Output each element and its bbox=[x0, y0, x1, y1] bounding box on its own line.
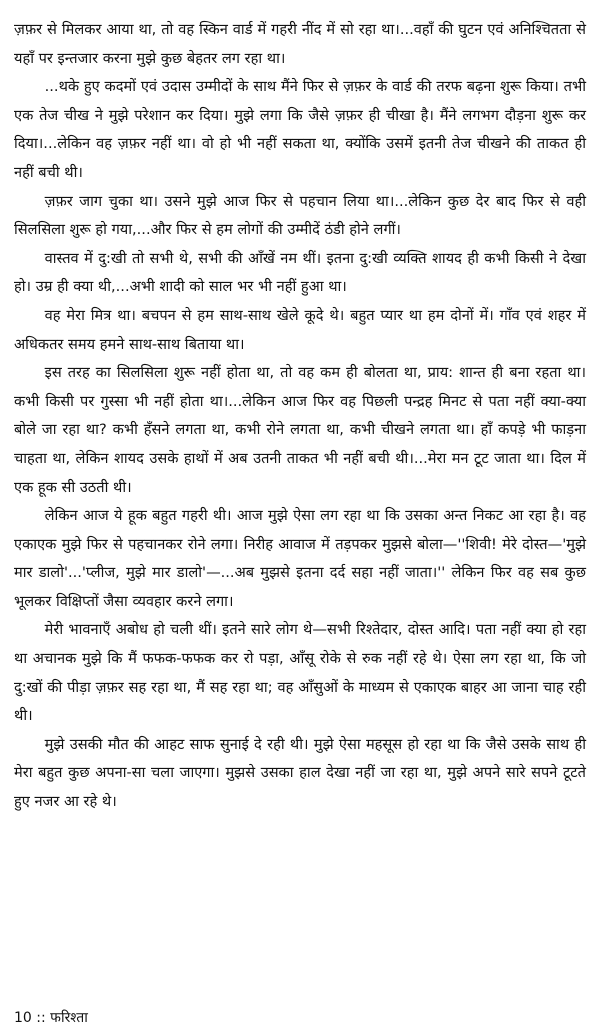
paragraph: मेरी भावनाएँ अबोध हो चली थीं। इतने सारे लोग थे—सभी रिश्तेदार, दोस्त आदि। पता नहीं क्या हो रहा था अचानक मुझे कि मैं फफक-फफक कर रो पड़ा, आँसू रोके से रुक नहीं रहे थे। ऐसा लग रहा था, कि जो दु:खों की पीड़ा ज़फ़र सह रहा था, मैं सह रहा था; वह आँसुओं के माध्यम से एकाएक बाहर आ जाना चाह रही थी। bbox=[14, 621, 586, 725]
paragraph: वह मेरा मित्र था। बचपन से हम साथ-साथ खेले कूदे थे। बहुत प्यार था हम दोनों में। गाँव एवं शहर में अधिकतर समय हमने साथ-साथ बिताया था। bbox=[14, 306, 586, 353]
paragraph: मुझे उसकी मौत की आहट साफ सुनाई दे रही थी। मुझे ऐसा महसूस हो रहा था कि जैसे उसके साथ ही मेरा बहुत कुछ अपना-सा चला जाएगा। मुझसे उसका हाल देखा नहीं जा रहा था, मुझे अपने सारे सपने टूटते हुए नजर आ रहे थे। bbox=[14, 735, 586, 811]
paragraph: इस तरह का सिलसिला शुरू नहीं होता था, तो वह कम ही बोलता था, प्राय: शान्त ही बना रहता था। कभी किसी पर गुस्सा भी नहीं होता था।...लेकिन आज फिर वह पिछली पन्द्रह मिनट से पता नहीं क्या-क्या बोले जा रहा था? कभी हँसने लगता था, कभी रोने लगता था, कभी चीखने लगता था। हाँ कपड़े भी फाड़ना चाहता था, लेकिन शायद उसके हाथों में अब उतनी ताकत भी नहीं बची थी।...मेरा मन टूट जाता था। दिल में एक हूक सी उठती थी। bbox=[14, 364, 586, 496]
page-footer: 10 :: फरिश्ता bbox=[14, 1010, 88, 1026]
paragraph: लेकिन आज ये हूक बहुत गहरी थी। आज मुझे ऐसा लग रहा था कि उसका अन्त निकट आ रहा है। वह एकाएक मुझे फिर से पहचानकर रोने लगा। निरीह आवाज में तड़पकर मुझसे बोला—''शिवी! मेरे दोस्त—'मुझे मार डालो'...'प्लीज, मुझे मार डालो'—...अब मुझसे इतना दर्द सहा नहीं जाता।'' लेकिन फिर वह सब कुछ भूलकर विक्षिप्तों जैसा व्यवहार करने लगा। bbox=[14, 507, 586, 610]
paragraph: ज़फ़र जाग चुका था। उसने मुझे आज फिर से पहचान लिया था।...लेकिन कुछ देर बाद फिर से वही सिलसिला शुरू हो गया,...और फिर से हम लोगों की उम्मीदें ठंडी होने लगीं। bbox=[14, 192, 586, 239]
paragraph: ...थके हुए कदमों एवं उदास उम्मीदों के साथ मैंने फिर से ज़फ़र के वार्ड की तरफ बढ़ना शुरू किया। तभी एक तेज चीख ने मुझे परेशान कर दिया। मुझे लगा कि जैसे ज़फ़र ही चीखा है। मैंने लगभग दौड़ना शुरू कर दिया।...लेकिन वह ज़फ़र नहीं था। वो हो भी नहीं सकता था, क्योंकि उसमें इतनी तेज चीखने की ताकत ही नहीं बची थी। bbox=[14, 78, 586, 181]
body-text bbox=[14, 16, 586, 817]
paragraph: ज़फ़र से मिलकर आया था, तो वह स्किन वार्ड में गहरी नींद में सो रहा था।...वहाँ की घुटन एवं अनिश्चितता से यहाँ पर इन्तजार करना मुझे कुछ बेहतर लग रहा था। bbox=[14, 21, 586, 67]
paragraph: वास्तव में दु:खी तो सभी थे, सभी की आँखें नम थीं। इतना दु:खी व्यक्ति शायद ही कभी किसी ने देखा हो। उम्र ही क्या थी,...अभी शादी को साल भर भी नहीं हुआ था। bbox=[14, 249, 586, 296]
